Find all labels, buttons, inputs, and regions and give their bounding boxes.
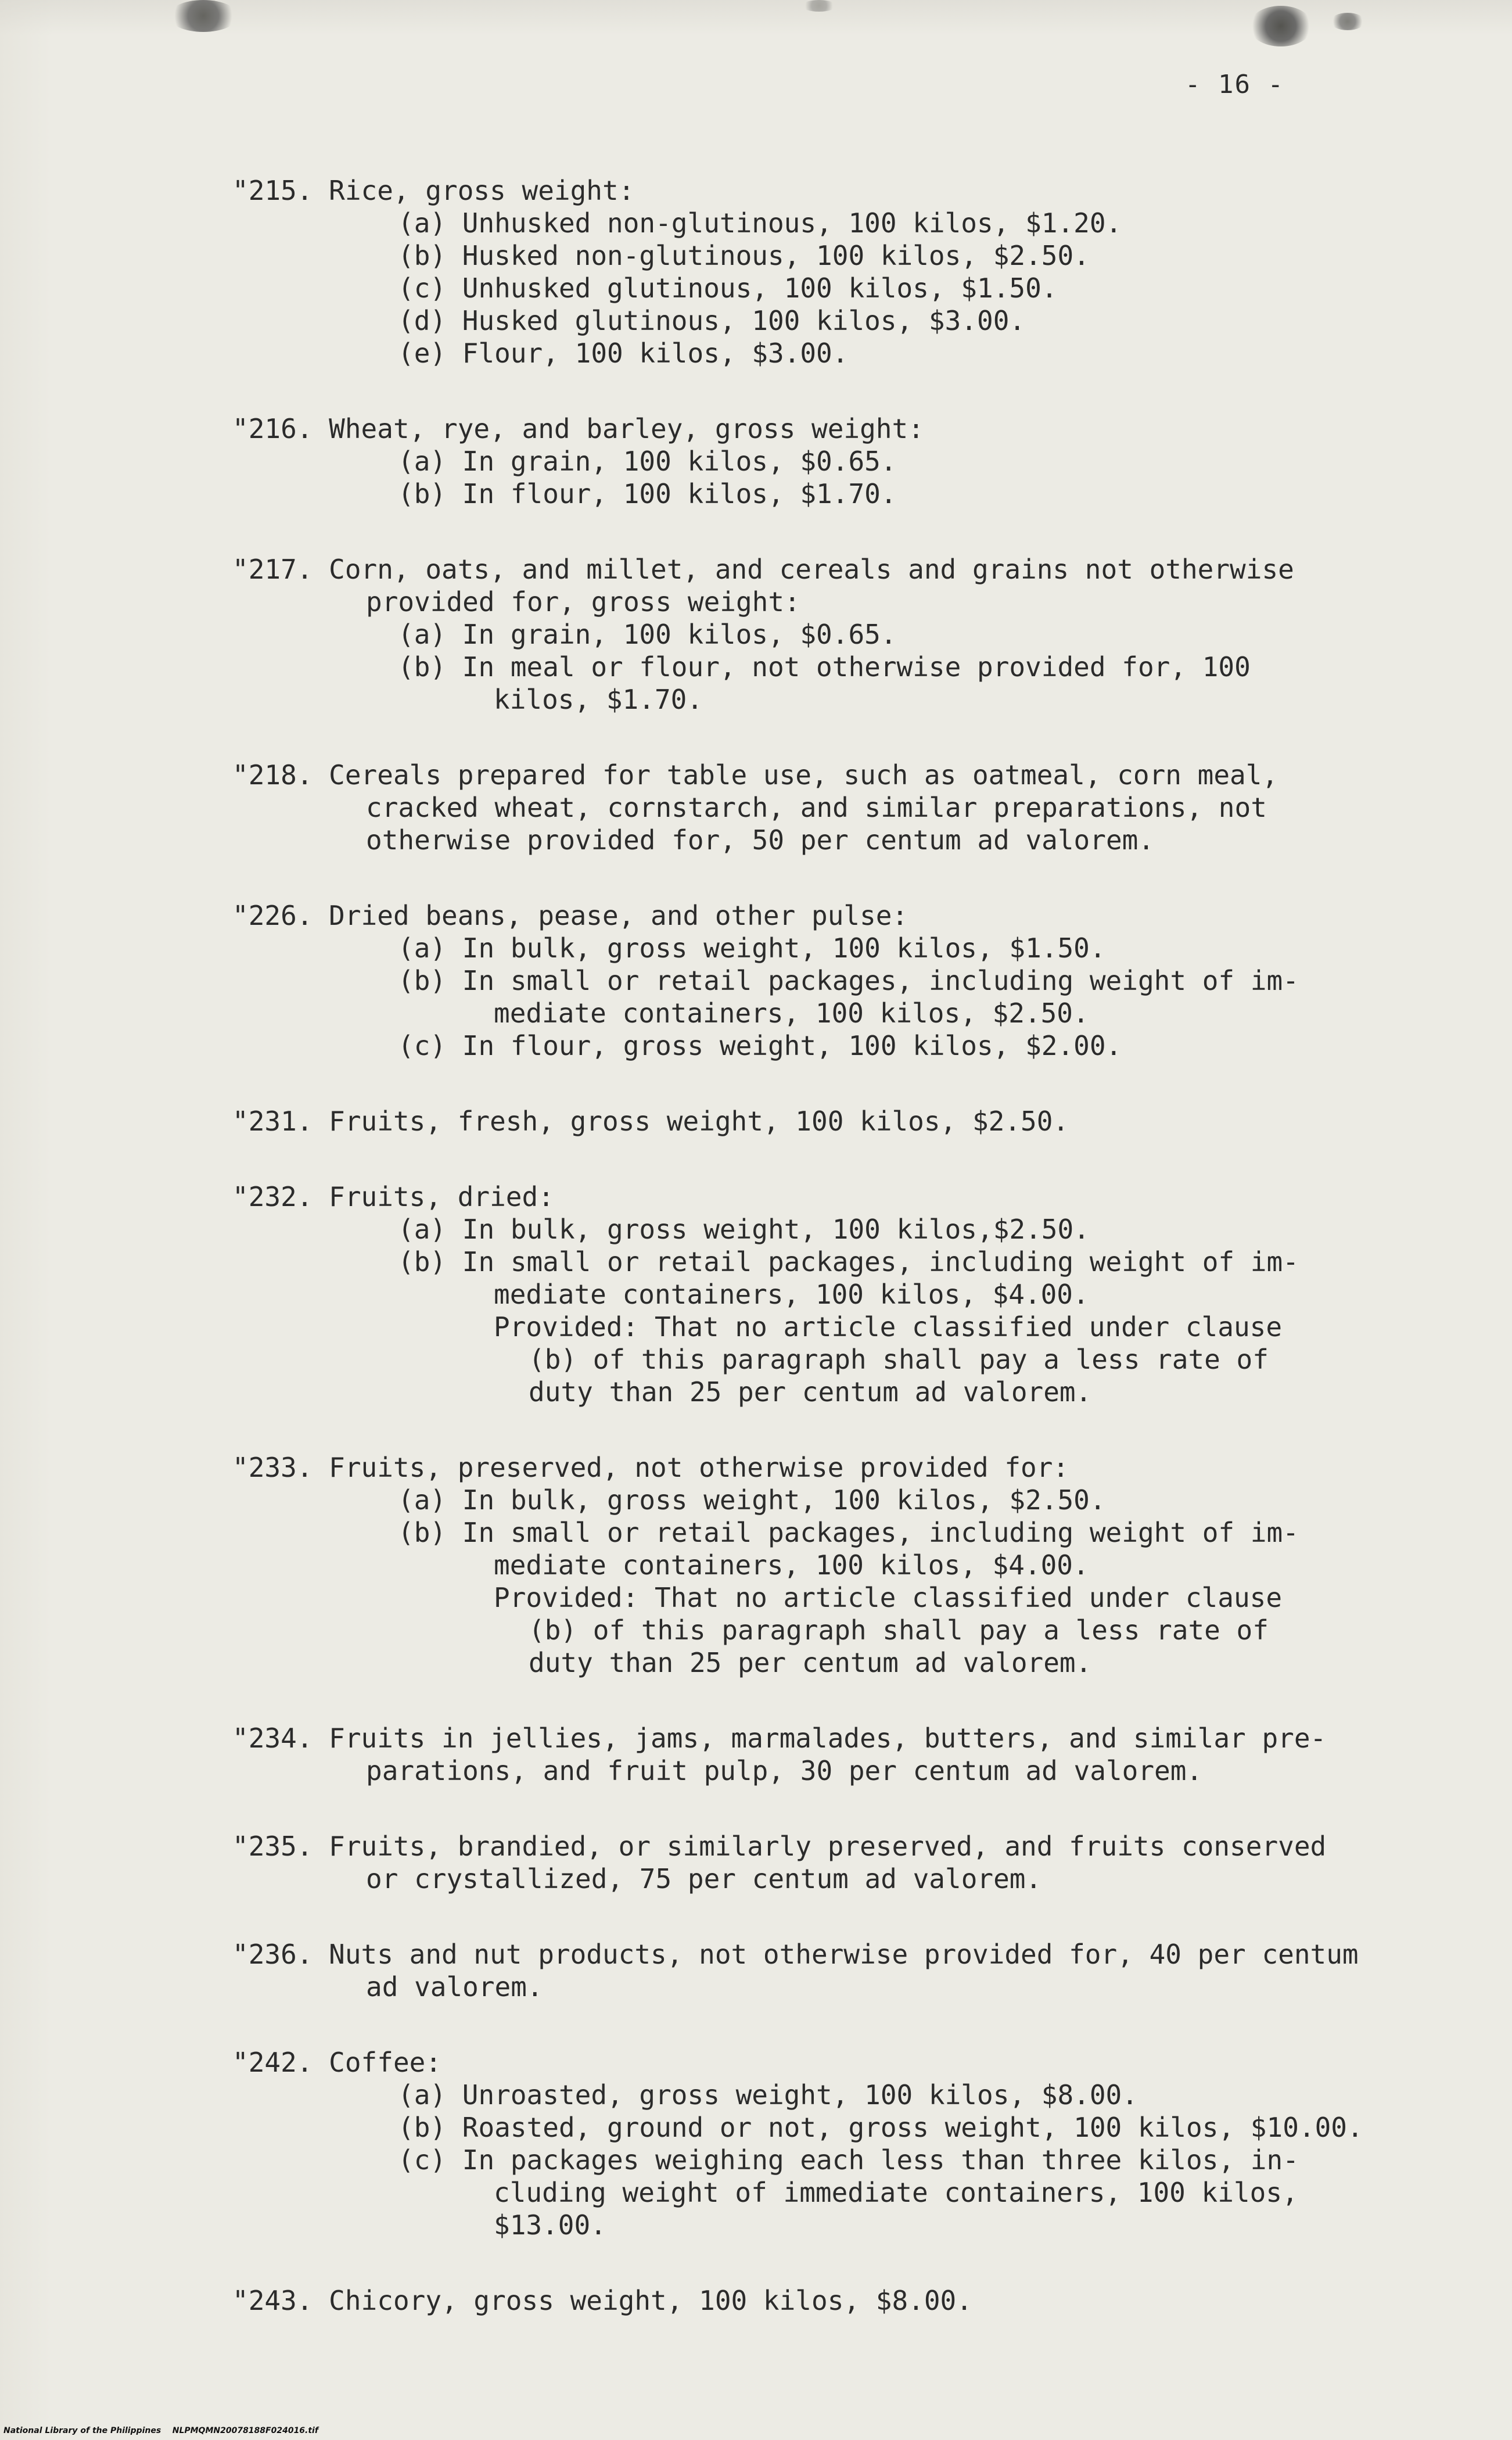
tariff-paragraph (232, 759, 1394, 856)
paragraph-line: mediate containers, 100 kilos, $2.50. (494, 997, 1089, 1029)
ink-blot (802, 0, 836, 12)
paragraph-heading: "216. Wheat, rye, and barley, gross weight: (232, 413, 924, 444)
paragraph-heading: "231. Fruits, fresh, gross weight, 100 kilos, $2.50. (232, 1106, 1069, 1137)
ink-blot (1249, 6, 1313, 46)
tariff-paragraph (232, 899, 1394, 1062)
paragraph-heading: "234. Fruits in jellies, jams, marmalades, butters, and similar pre- (232, 1723, 1327, 1754)
paragraph-line: ad valorem. (366, 1971, 543, 2003)
tariff-paragraph (232, 1830, 1394, 1895)
paragraph-line: otherwise provided for, 50 per centum ad valorem. (366, 824, 1155, 856)
paragraph-line: (b) In flour, 100 kilos, $1.70. (398, 478, 897, 509)
paragraph-line: (a) Unhusked non-glutinous, 100 kilos, $1.20. (398, 207, 1122, 239)
paragraph-line: mediate containers, 100 kilos, $4.00. (494, 1279, 1089, 1310)
paragraph-line: (c) Unhusked glutinous, 100 kilos, $1.50. (398, 272, 1058, 304)
tariff-entries (232, 174, 1394, 2360)
paragraph-heading: "243. Chicory, gross weight, 100 kilos, $8.00. (232, 2285, 972, 2316)
paragraph-heading: "232. Fruits, dried: (232, 1181, 554, 1212)
paragraph-line: provided for, gross weight: (366, 586, 800, 618)
paragraph-line: (c) In flour, gross weight, 100 kilos, $2.00. (398, 1030, 1122, 1061)
paragraph-heading: "235. Fruits, brandied, or similarly preserved, and fruits conserved (232, 1831, 1327, 1862)
tariff-paragraph (232, 1180, 1394, 1408)
tariff-paragraph (232, 412, 1394, 510)
paragraph-line: (a) Unroasted, gross weight, 100 kilos, $8.00. (398, 2079, 1138, 2111)
paragraph-line: kilos, $1.70. (494, 684, 703, 715)
paragraph-heading: "217. Corn, oats, and millet, and cereals and grains not otherwise (232, 554, 1294, 585)
tariff-paragraph (232, 1938, 1394, 2003)
paragraph-line: cluding weight of immediate containers, 100 kilos, (494, 2177, 1298, 2208)
paragraph-line: parations, and fruit pulp, 30 per centum ad valorem. (366, 1755, 1203, 1786)
paragraph-line: (b) of this paragraph shall pay a less rate of (529, 1614, 1269, 1646)
paragraph-line: (b) In small or retail packages, including weight of im- (398, 1246, 1299, 1278)
paragraph-heading: "236. Nuts and nut products, not otherwise provided for, 40 per centum (232, 1939, 1359, 1970)
tariff-paragraph (232, 1105, 1394, 1138)
paragraph-line: (d) Husked glutinous, 100 kilos, $3.00. (398, 305, 1026, 336)
paragraph-line: $13.00. (494, 2209, 606, 2241)
tariff-paragraph (232, 1722, 1394, 1787)
paragraph-line: (b) In small or retail packages, including weight of im- (398, 965, 1299, 996)
tariff-paragraph (232, 2284, 1394, 2317)
paragraph-line: or crystallized, 75 per centum ad valorem. (366, 1863, 1042, 1894)
paragraph-line: mediate containers, 100 kilos, $4.00. (494, 1549, 1089, 1581)
tariff-paragraph (232, 1451, 1394, 1679)
paragraph-line: (a) In bulk, gross weight, 100 kilos, $2.50. (398, 1484, 1106, 1516)
tariff-paragraph (232, 174, 1394, 369)
paragraph-heading: "218. Cereals prepared for table use, such as oatmeal, corn meal, (232, 759, 1278, 791)
paragraph-line: (a) In bulk, gross weight, 100 kilos, $1.50. (398, 932, 1106, 964)
paragraph-line: (b) of this paragraph shall pay a less rate of (529, 1344, 1269, 1375)
paragraph-line: (a) In grain, 100 kilos, $0.65. (398, 446, 897, 477)
paragraph-heading: "242. Coffee: (232, 2047, 442, 2078)
paragraph-heading: "226. Dried beans, pease, and other pulse: (232, 900, 908, 931)
page-number: - 16 - (1185, 70, 1284, 99)
tariff-paragraph (232, 553, 1394, 716)
paragraph-line: (b) Roasted, ground or not, gross weight, 100 kilos, $10.00. (398, 2112, 1363, 2143)
paragraph-line: (a) In bulk, gross weight, 100 kilos,$2.50. (398, 1214, 1090, 1245)
paragraph-line: duty than 25 per centum ad valorem. (529, 1376, 1092, 1408)
paragraph-line: duty than 25 per centum ad valorem. (529, 1647, 1092, 1678)
archive-footer: National Library of the Philippines NLPMQMN20078188F024016.tif (3, 2426, 318, 2435)
paragraph-line: (b) Husked non-glutinous, 100 kilos, $2.50. (398, 240, 1090, 271)
paragraph-line: Provided: That no article classified under clause (494, 1311, 1283, 1343)
tariff-paragraph (232, 2046, 1394, 2241)
ink-blot (168, 0, 238, 32)
paragraph-heading: "215. Rice, gross weight: (232, 175, 635, 206)
paragraph-line: (b) In meal or flour, not otherwise provided for, 100 (398, 651, 1251, 683)
paragraph-line: (c) In packages weighing each less than three kilos, in- (398, 2144, 1299, 2176)
paragraph-line: Provided: That no article classified under clause (494, 1582, 1283, 1613)
paragraph-line: (a) In grain, 100 kilos, $0.65. (398, 619, 897, 650)
ink-blot (1330, 13, 1365, 30)
paragraph-line: (b) In small or retail packages, including weight of im- (398, 1517, 1299, 1548)
paragraph-line: cracked wheat, cornstarch, and similar preparations, not (366, 792, 1267, 823)
paragraph-heading: "233. Fruits, preserved, not otherwise provided for: (232, 1452, 1069, 1483)
paragraph-line: (e) Flour, 100 kilos, $3.00. (398, 338, 849, 369)
